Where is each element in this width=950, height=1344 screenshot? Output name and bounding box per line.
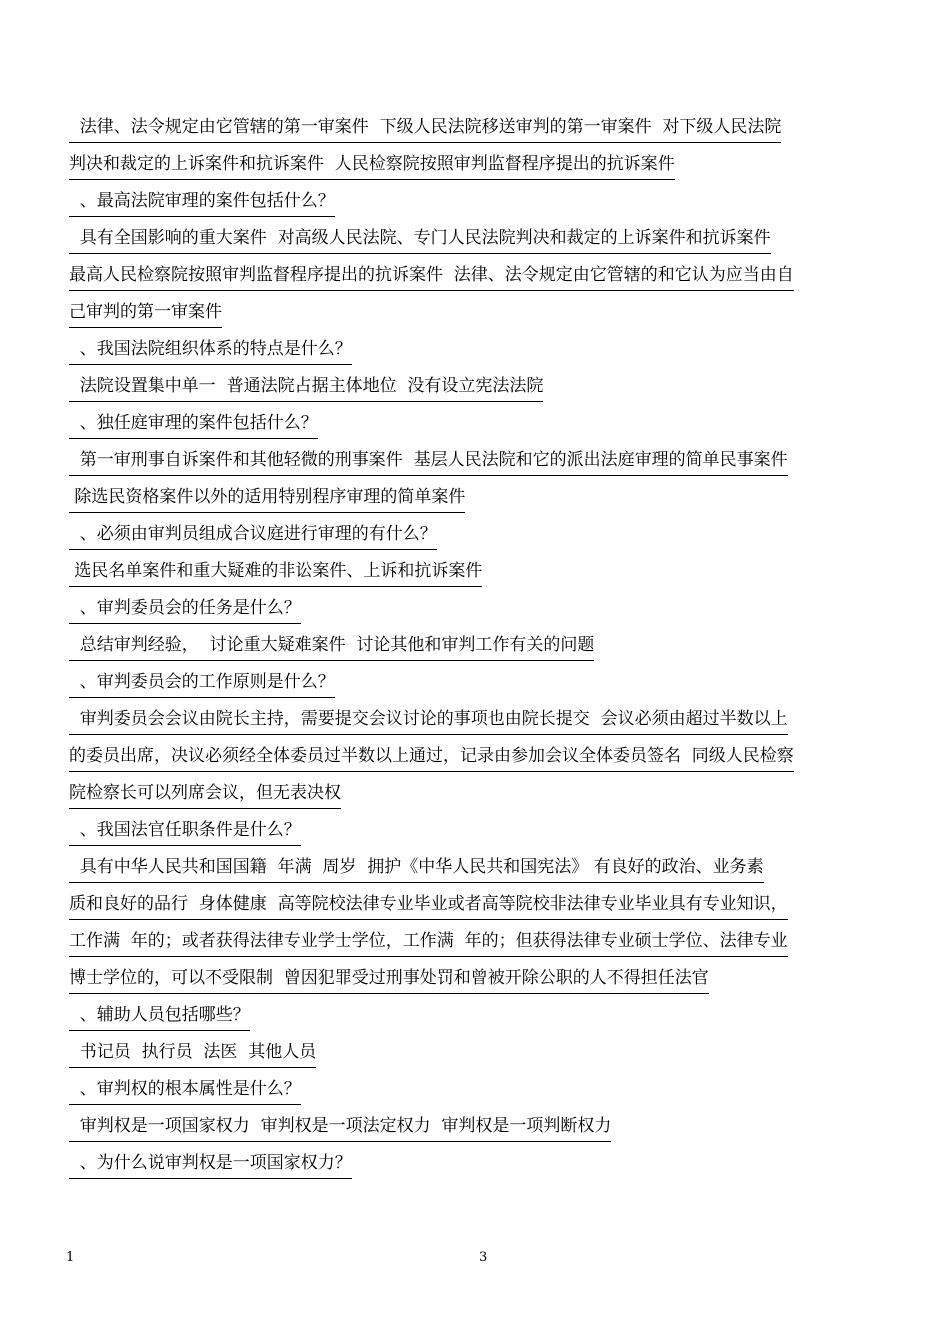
underlined-text: 总结审判经验， 讨论重大疑难案件 讨论其他和审判工作有关的问题 — [69, 631, 594, 661]
text-line — [69, 112, 899, 149]
text-line — [69, 408, 899, 445]
text-line — [69, 519, 899, 556]
underlined-text: 最高人民检察院按照审判监督程序提出的抗诉案件 法律、法令规定由它管辖的和它认为应当由自 — [69, 261, 794, 291]
underlined-text: 、独任庭审理的案件包括什么？ — [69, 409, 318, 439]
text-line — [69, 334, 899, 371]
text-line — [69, 1074, 899, 1111]
text-line — [69, 1111, 899, 1148]
underlined-text: 选民名单案件和重大疑难的非讼案件、上诉和抗诉案件 — [69, 557, 482, 587]
text-line — [69, 556, 899, 593]
text-line — [69, 445, 899, 482]
underlined-text: 、为什么说审判权是一项国家权力？ — [69, 1149, 352, 1179]
text-line — [69, 1037, 899, 1074]
underlined-text: 法院设置集中单一 普通法院占据主体地位 没有设立宪法法院 — [69, 372, 543, 402]
underlined-text: 院检察长可以列席会议，但无表决权 — [69, 779, 341, 809]
underlined-text: 审判权是一项国家权力 审判权是一项法定权力 审判权是一项判断权力 — [69, 1112, 611, 1142]
underlined-text: 第一审刑事自诉案件和其他轻微的刑事案件 基层人民法院和它的派出法庭审理的简单民事案件 — [69, 446, 788, 476]
underlined-text: 工作满 年的；或者获得法律专业学士学位，工作满 年的；但获得法律专业硕士学位、法律专业 — [69, 927, 788, 957]
underlined-text: 博士学位的，可以不受限制 曾因犯罪受过刑事处罚和曾被开除公职的人不得担任法官 — [69, 964, 709, 994]
underlined-text: 、我国法院组织体系的特点是什么？ — [69, 335, 352, 365]
document-body — [69, 112, 899, 1185]
text-line — [69, 371, 899, 408]
underlined-text: 、审判权的根本属性是什么？ — [69, 1075, 301, 1105]
footer-left-number: 1 — [66, 1250, 75, 1265]
underlined-text: 、最高法院审理的案件包括什么？ — [69, 187, 335, 217]
text-line — [69, 482, 899, 519]
text-line — [69, 260, 899, 297]
text-line — [69, 297, 899, 334]
underlined-text: 、辅助人员包括哪些？ — [69, 1001, 250, 1031]
text-line — [69, 963, 899, 1000]
text-line — [69, 741, 899, 778]
page-number: 3 — [479, 1250, 488, 1265]
underlined-text: 、审判委员会的工作原则是什么？ — [69, 668, 335, 698]
text-line — [69, 926, 899, 963]
underlined-text: 、审判委员会的任务是什么？ — [69, 594, 301, 624]
underlined-text: 己审判的第一审案件 — [69, 298, 222, 328]
underlined-text: 审判委员会会议由院长主持，需要提交会议讨论的事项也由院长提交 会议必须由超过半数以上 — [69, 705, 788, 735]
text-line — [69, 704, 899, 741]
underlined-text: 具有全国影响的重大案件 对高级人民法院、专门人民法院判决和裁定的上诉案件和抗诉案件 — [69, 224, 771, 254]
text-line — [69, 889, 899, 926]
underlined-text: 、必须由审判员组成合议庭进行审理的有什么？ — [69, 520, 437, 550]
text-line — [69, 149, 899, 186]
text-line — [69, 815, 899, 852]
text-line — [69, 1000, 899, 1037]
underlined-text: 判决和裁定的上诉案件和抗诉案件 人民检察院按照审判监督程序提出的抗诉案件 — [69, 150, 675, 180]
underlined-text: 除选民资格案件以外的适用特别程序审理的简单案件 — [69, 483, 465, 513]
underlined-text: 质和良好的品行 身体健康 高等院校法律专业毕业或者高等院校非法律专业毕业具有专业知识， — [69, 890, 788, 920]
underlined-text: 、我国法官任职条件是什么？ — [69, 816, 301, 846]
underlined-text: 法律、法令规定由它管辖的第一审案件 下级人民法院移送审判的第一审案件 对下级人民法院 — [69, 113, 781, 143]
text-line — [69, 852, 899, 889]
text-line — [69, 667, 899, 704]
underlined-text: 书记员 执行员 法医 其他人员 — [69, 1038, 316, 1068]
text-line — [69, 1148, 899, 1185]
text-line — [69, 630, 899, 667]
text-line — [69, 778, 899, 815]
text-line — [69, 223, 899, 260]
text-line — [69, 593, 899, 630]
underlined-text: 具有中华人民共和国国籍 年满 周岁 拥护《中华人民共和国宪法》 有良好的政治、业务素 — [69, 853, 764, 883]
underlined-text: 的委员出席，决议必须经全体委员过半数以上通过，记录由参加会议全体委员签名 同级人民检察 — [69, 742, 794, 772]
text-line — [69, 186, 899, 223]
